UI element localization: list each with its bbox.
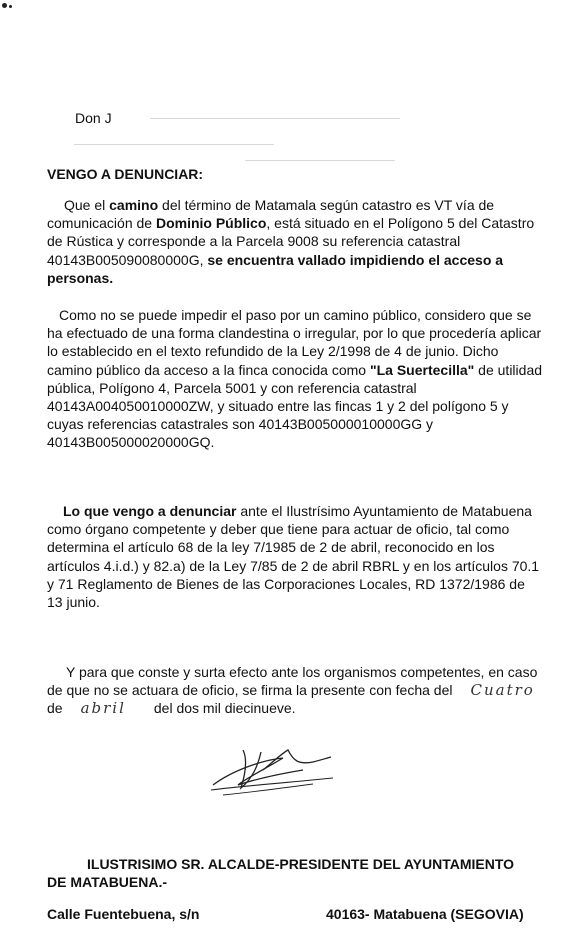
addressee-line: Don J [75, 110, 112, 126]
paragraph-1: Que el camino del término de Matamala según catastro es VT vía de comunicación de Dominio Público, está situado en el Polígono 5 del Catastro de Rústica y corresponde a la Parcela 9008 su referencia catastral 40143B005090080000G, se encuentra vallado impidiendo el acceso a personas. [47, 197, 535, 286]
recipient-block: ILUSTRISIMO SR. ALCALDE-PRESIDENTE DEL AYUNTAMIENTO DE MATABUENA.- [47, 856, 515, 891]
postal-address: 40163- Matabuena (SEGOVIA) [326, 906, 524, 922]
redacted-line [74, 144, 274, 145]
paragraph-4: Y para que conste y surta efecto ante los organismos competentes, en caso de que no se actuara de oficio, se firma la presente con fecha del Cuatro de abril del dos mil diecinueve. [47, 664, 538, 718]
scan-speck [9, 5, 12, 8]
street-address: Calle Fuentebuena, s/n [47, 906, 200, 922]
redacted-line [150, 118, 400, 119]
handwritten-day: Cuatro [470, 681, 535, 700]
paragraph-3: Lo que vengo a denunciar ante el Ilustrísimo Ayuntamiento de Matabuena como órgano competente y deber que tiene para actuar de oficio, tal como determina el artículo 68 de la ley 7/1985 de 2 de abril, reconocido en los artículos 4.i.d.) y 82.a) de la Ley 7/85 de 2 de abril RBRL y en los artículos 70.1 y 71 Reglamento de Bienes de las Corporaciones Locales, RD 1372/1986 de 13 junio. [47, 503, 540, 611]
section-title: VENGO A DENUNCIAR: [47, 166, 204, 182]
handwritten-month: abril [80, 699, 126, 718]
scan-speck [2, 3, 7, 8]
paragraph-2: Como no se puede impedir el paso por un camino público, considero que se ha efectuado de una forma clandestina o irregular, por lo que procedería aplicar lo establecido en el texto refundido de la Ley 2/1998 de 4 de junio. Dicho camino público da acceso a la finca conocida como "La Suertecilla" de utilidad pública, Polígono 4, Parcela 5001 y con referencia catastral 40143A004050010000ZW, y situado entre las fincas 1 y 2 del polígono 5 y cuyas referencias catastrales son 40143B005000010000GG y 40143B005000020000GQ. [47, 307, 543, 451]
signature [203, 740, 343, 800]
redacted-line [245, 160, 395, 161]
